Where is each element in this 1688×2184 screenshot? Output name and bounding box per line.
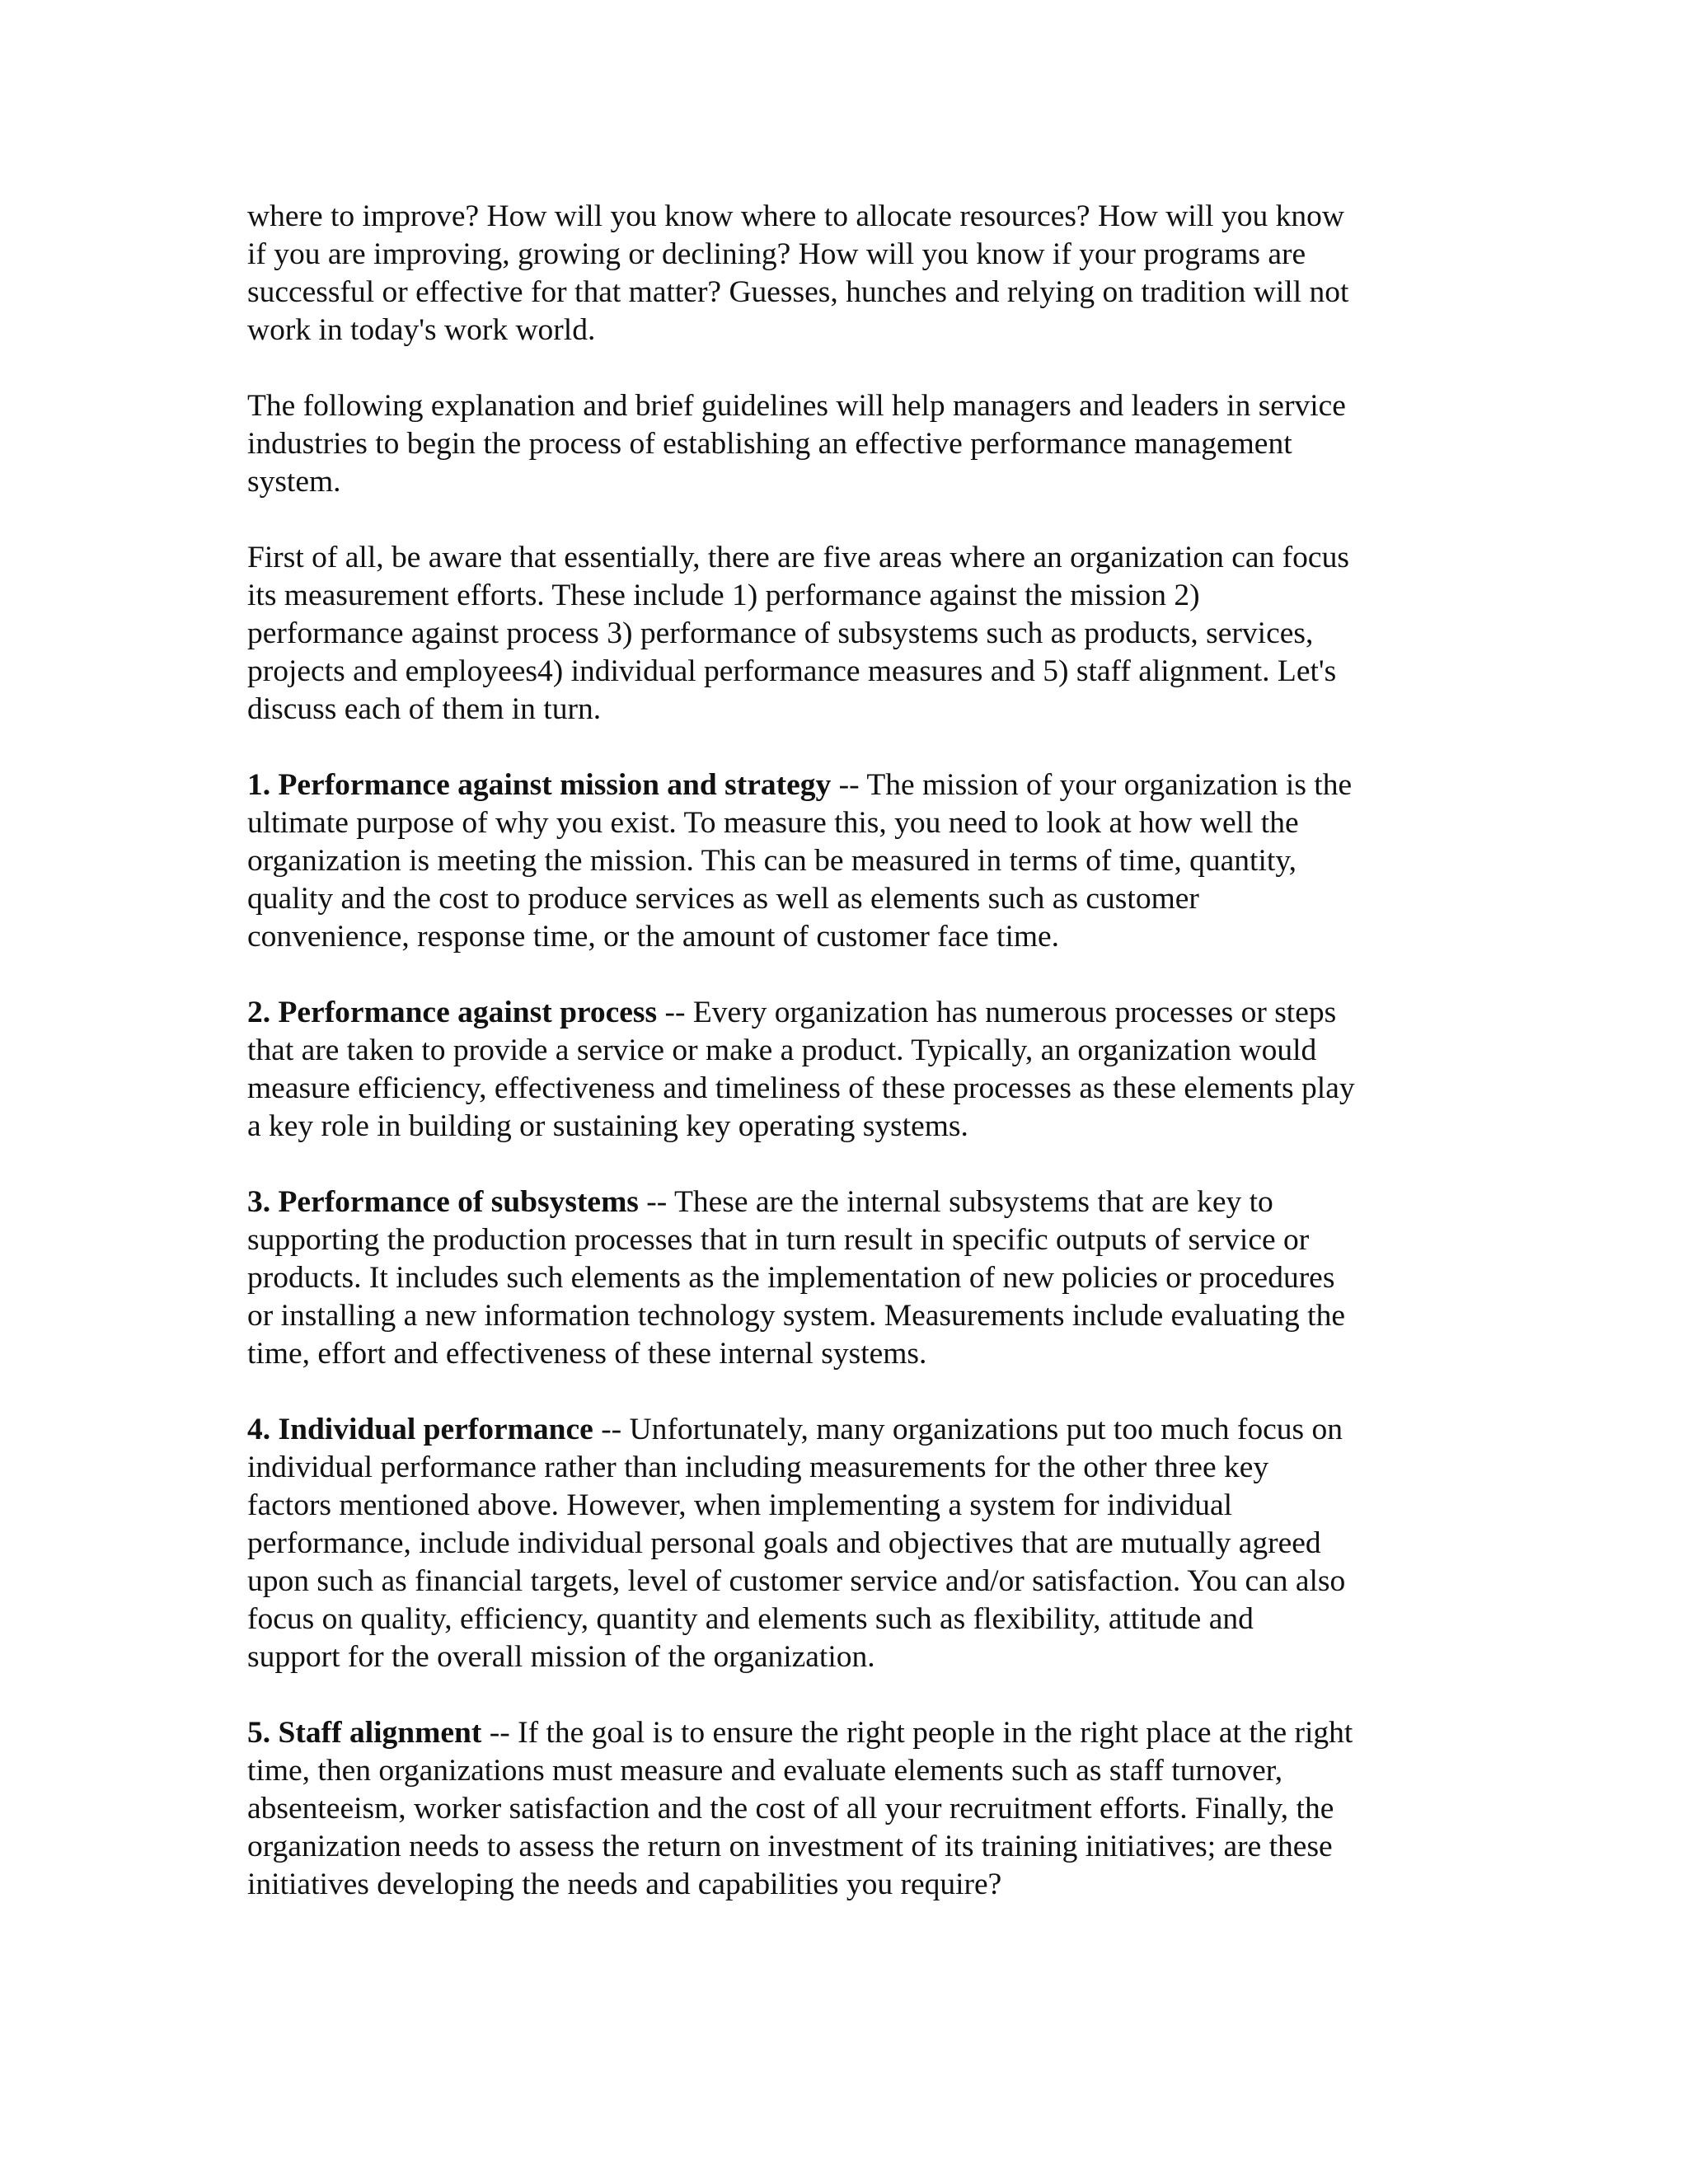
text-line: support for the overall mission of the organization. [247,1640,875,1674]
text-line: its measurement efforts. These include 1) performance against the mission 2) [247,579,1200,612]
document-body [247,198,1459,1904]
section-subsystems [247,1183,1459,1373]
section-text: -- These are the internal subsystems that are key to [638,1185,1273,1219]
text-line: organization is meeting the mission. This can be measured in terms of time, quantity, [247,844,1297,878]
text-line: performance, include individual personal goals and objectives that are mutually agreed [247,1526,1321,1560]
section-text: -- Unfortunately, many organizations put too much focus on [593,1413,1343,1446]
section-first-line [247,1183,1459,1221]
section-text: -- If the goal is to ensure the right people in the right place at the right [481,1716,1353,1750]
text-line: convenience, response time, or the amount of customer face time. [247,920,1060,954]
section-process [247,994,1459,1146]
text-line: if you are improving, growing or declining? How will you know if your programs are [247,237,1306,271]
section-first-line [247,766,1459,804]
text-line: The following explanation and brief guidelines will help managers and leaders in service [247,389,1346,423]
guidelines-paragraph [247,387,1459,501]
text-line: focus on quality, efficiency, quantity and elements such as flexibility, attitude and [247,1602,1254,1636]
text-line: discuss each of them in turn. [247,692,602,726]
text-line: measure efficiency, effectiveness and timeliness of these processes as these elements play [247,1071,1355,1105]
text-line: or installing a new information technology system. Measurements include evaluating the [247,1299,1345,1333]
text-line: performance against process 3) performance of subsystems such as products, services, [247,616,1314,650]
text-line: quality and the cost to produce services as well as elements such as customer [247,882,1199,916]
text-line: projects and employees4) individual performance measures and 5) staff alignment. Let's [247,654,1337,688]
section-first-line [247,994,1459,1032]
text-line: supporting the production processes that in turn result in specific outputs of service or [247,1223,1310,1257]
section-heading: 1. Performance against mission and strategy [247,768,832,802]
text-line: system. [247,465,341,499]
text-line: ultimate purpose of why you exist. To measure this, you need to look at how well the [247,806,1299,840]
section-heading: 2. Performance against process [247,996,658,1029]
section-heading: 3. Performance of subsystems [247,1185,639,1219]
text-line: initiatives developing the needs and capabilities you require? [247,1868,1002,1901]
section-text: -- Every organization has numerous processes or steps [657,996,1337,1029]
section-heading: 5. Staff alignment [247,1716,482,1750]
text-line: where to improve? How will you know where to allocate resources? How will you know [247,199,1344,233]
text-line: absenteeism, worker satisfaction and the cost of all your recruitment efforts. Finally, the [247,1792,1334,1825]
areas-paragraph [247,539,1459,729]
section-staff-alignment [247,1714,1459,1904]
section-heading: 4. Individual performance [247,1413,593,1446]
text-line: work in today's work world. [247,313,596,347]
text-line: industries to begin the process of establishing an effective performance management [247,427,1292,461]
text-line: organization needs to assess the return on investment of its training initiatives; are these [247,1830,1333,1863]
text-line: time, then organizations must measure and evaluate elements such as staff turnover, [247,1754,1283,1788]
section-mission-strategy [247,766,1459,956]
text-line: individual performance rather than including measurements for the other three key [247,1451,1269,1484]
section-first-line [247,1411,1459,1449]
section-first-line [247,1714,1459,1752]
text-line: time, effort and effectiveness of these internal systems. [247,1337,927,1371]
text-line: that are taken to provide a service or make a product. Typically, an organization would [247,1033,1317,1067]
text-line: a key role in building or sustaining key operating systems. [247,1109,968,1143]
intro-paragraph [247,198,1459,349]
section-text: -- The mission of your organization is the [831,768,1353,802]
text-line: products. It includes such elements as the implementation of new policies or procedures [247,1261,1335,1295]
text-line: successful or effective for that matter? Guesses, hunches and relying on tradition will not [247,275,1349,309]
text-line: factors mentioned above. However, when implementing a system for individual [247,1488,1233,1522]
section-individual-performance [247,1411,1459,1676]
text-line: upon such as financial targets, level of customer service and/or satisfaction. You can also [247,1564,1346,1598]
text-line: First of all, be aware that essentially, there are five areas where an organization can focus [247,541,1349,574]
